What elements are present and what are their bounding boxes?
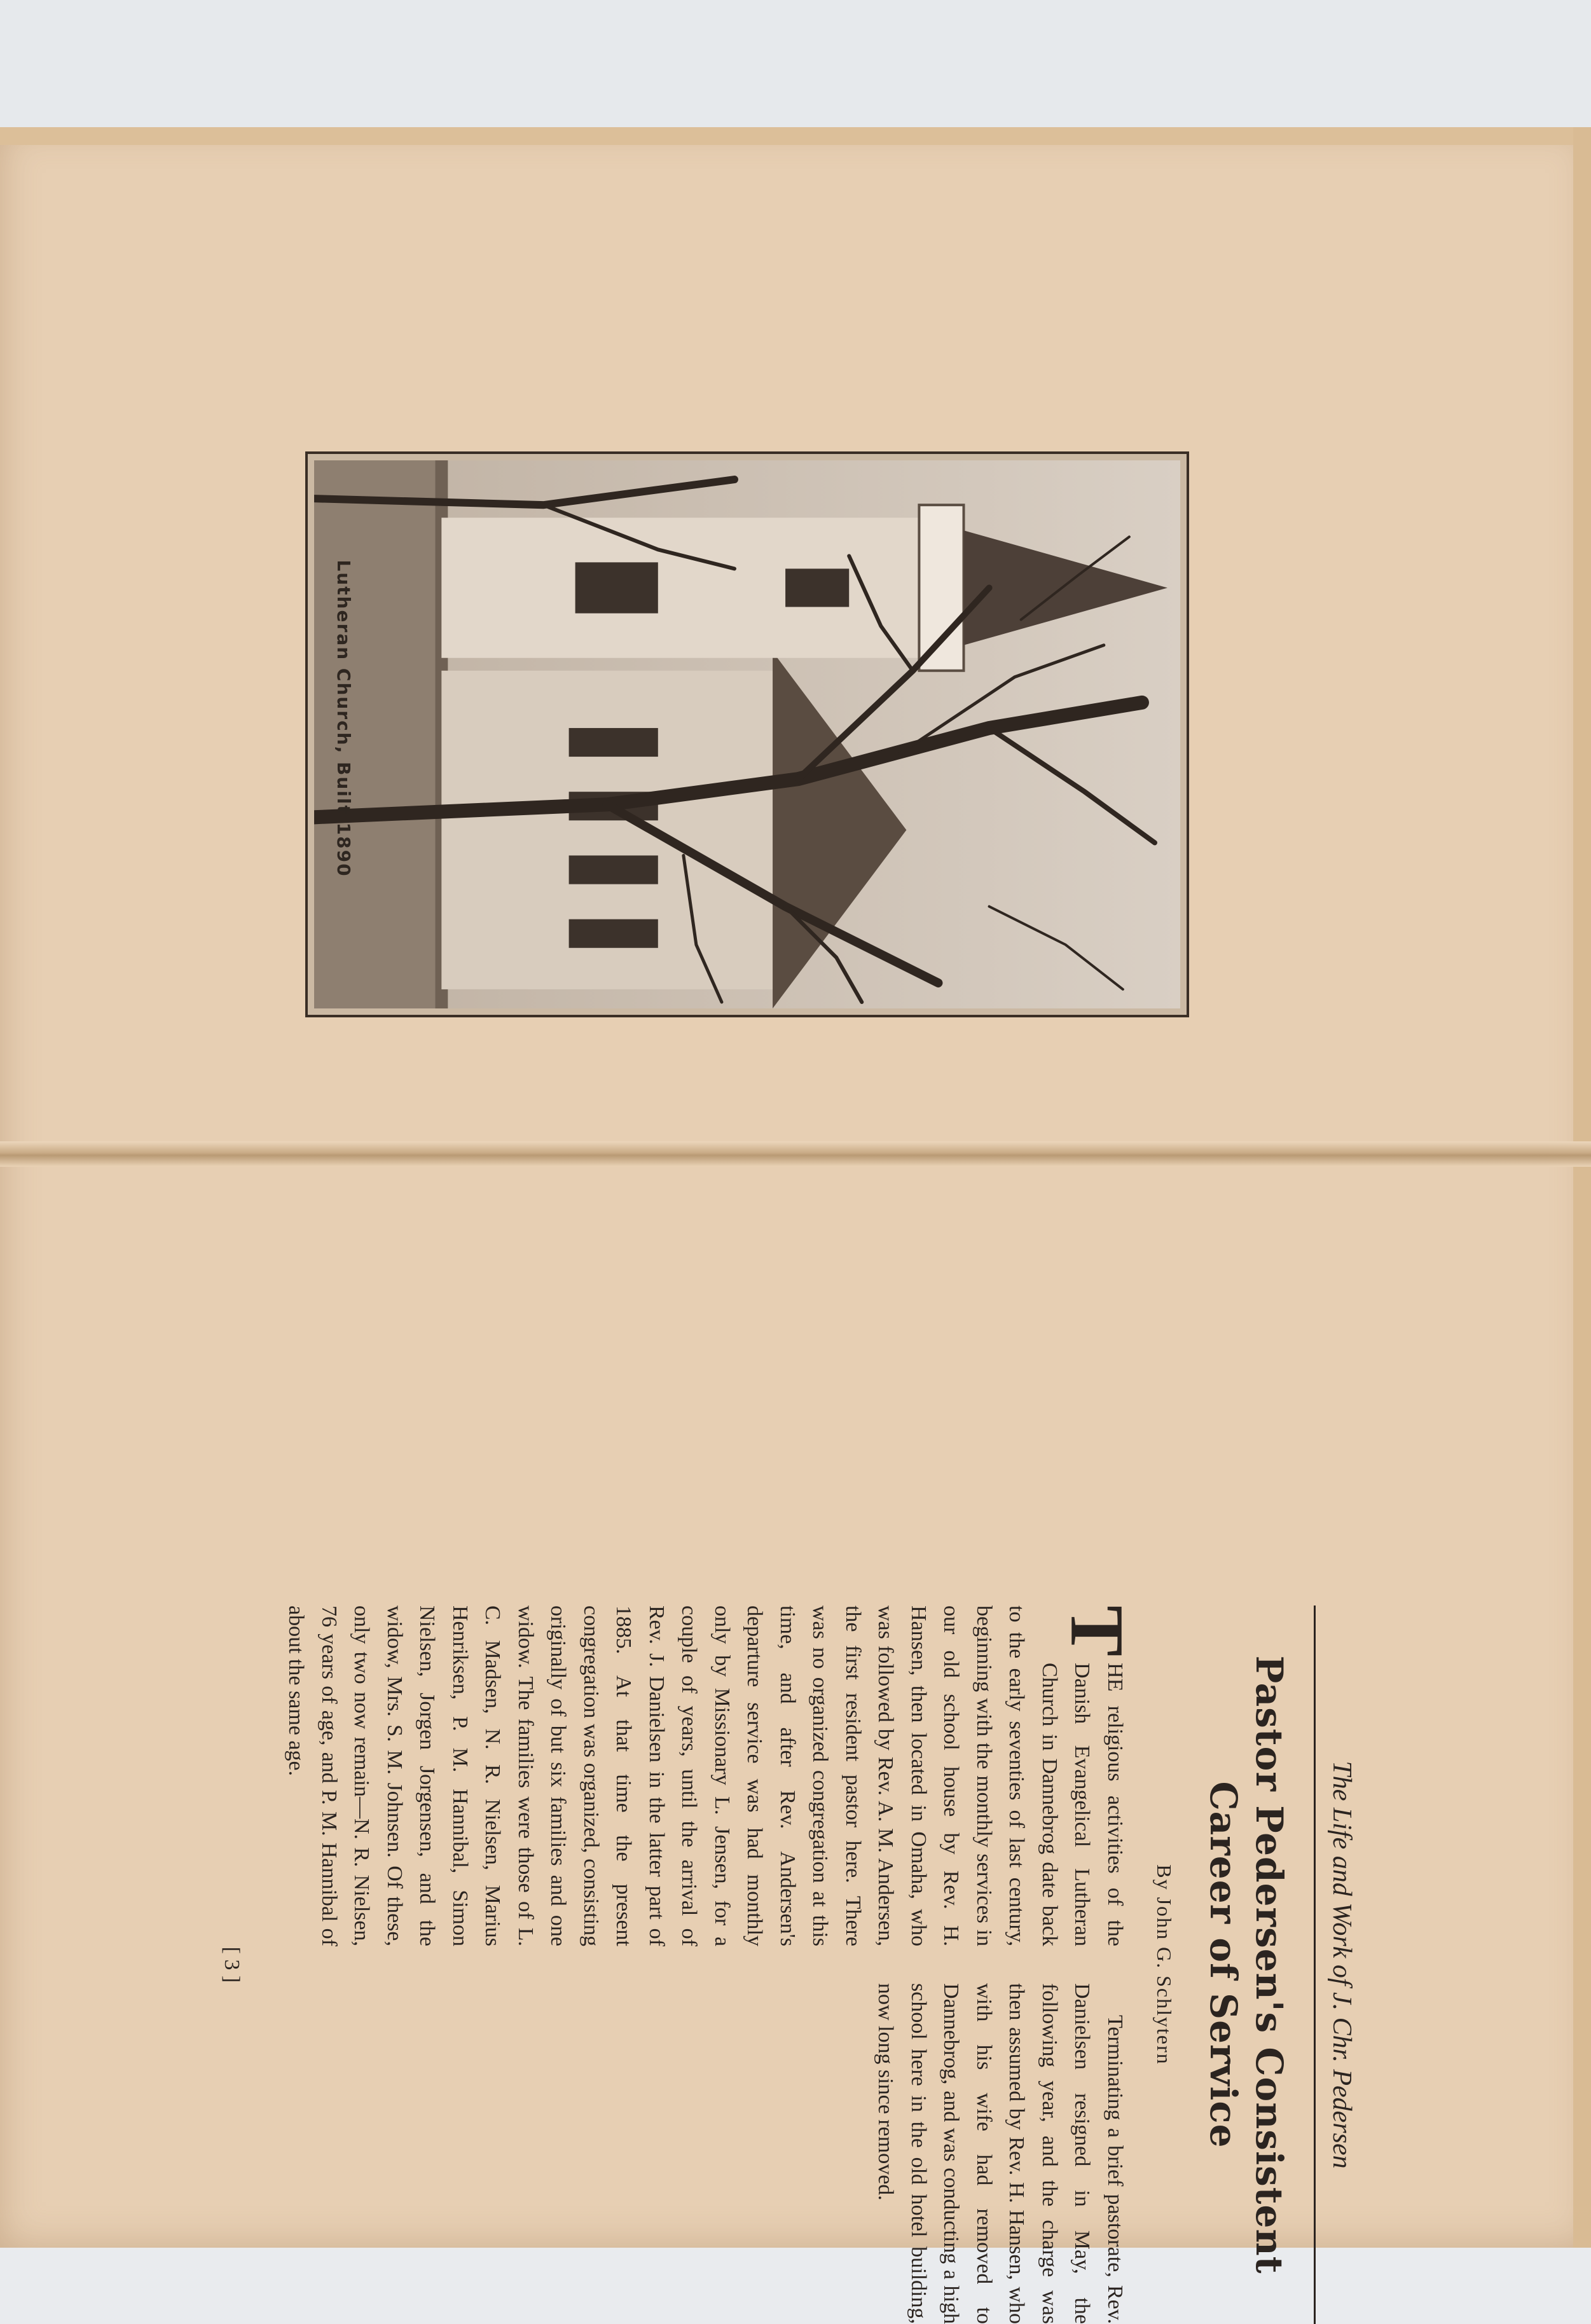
article-column-right: [280, 1983, 1131, 2324]
drop-cap: T: [1055, 1605, 1140, 1657]
church-photo-illustration: [314, 460, 1180, 1008]
article-title: [1201, 1605, 1293, 2324]
article-title-line-2: Career of Service: [1202, 1781, 1246, 2149]
running-header: The Life and Work of J. Chr. Pedersen: [1314, 1605, 1358, 2324]
article-byline: By John G. Schlytern: [1153, 1864, 1176, 2065]
scanner-background: [0, 0, 1591, 127]
photo-caption-block: [324, 528, 362, 909]
article-columns: [280, 1605, 1140, 2324]
booklet-right-edge: [1573, 127, 1591, 2248]
booklet-top-edge: [0, 127, 1591, 145]
article: [169, 1605, 1358, 2324]
paragraph-2: Terminating a brief pastorate, Rev. Danielsen resigned in May, the following year, and the charge was then assumed by Rev. H. Hansen, who with his wife had removed to Dannebrog, and was conducting a high school here in the old hotel building, now long since removed.: [874, 1983, 1127, 2324]
article-column-left: [280, 1605, 1140, 1946]
church-photo-block: [305, 451, 1189, 1017]
booklet-spine: [0, 1141, 1591, 1167]
page-number: [ 3 ]: [220, 1946, 244, 1983]
article-title-line-1: Pastor Pedersen's Consistent: [1248, 1655, 1291, 2274]
church-photo: [305, 451, 1189, 1017]
photo-caption: Lutheran Church, Built 1890: [333, 560, 354, 877]
paragraph-1: HE religious activities of the Danish Evangelical Lutheran Church in Dannebrog date back to the early seventies of last century, beginning with the monthly services in our old school house by Rev. H. Hansen, then located in Omaha, who was followed by Rev. A. M. Andersen, the first resident pastor here. There was no organized congregation at this time, and after Rev. Andersen's departure service was had monthly only by Missionary L. Jensen, for a couple of years, until the arrival of Rev. J. Danielsen in the latter part of 1885. At that time the present congregation was organized, consisting originally of but six families and one widow. The families were those of L. C. Madsen, N. R. Nielsen, Marius Henriksen, P. M. Hannibal, Simon Nielsen, Jorgen Jorgensen, and the widow, Mrs. S. M. Johnsen. Of these, only two now remain—N. R. Nielsen, 76 years of age, and P. M. Hannibal of about the same age.: [284, 1605, 1127, 1946]
